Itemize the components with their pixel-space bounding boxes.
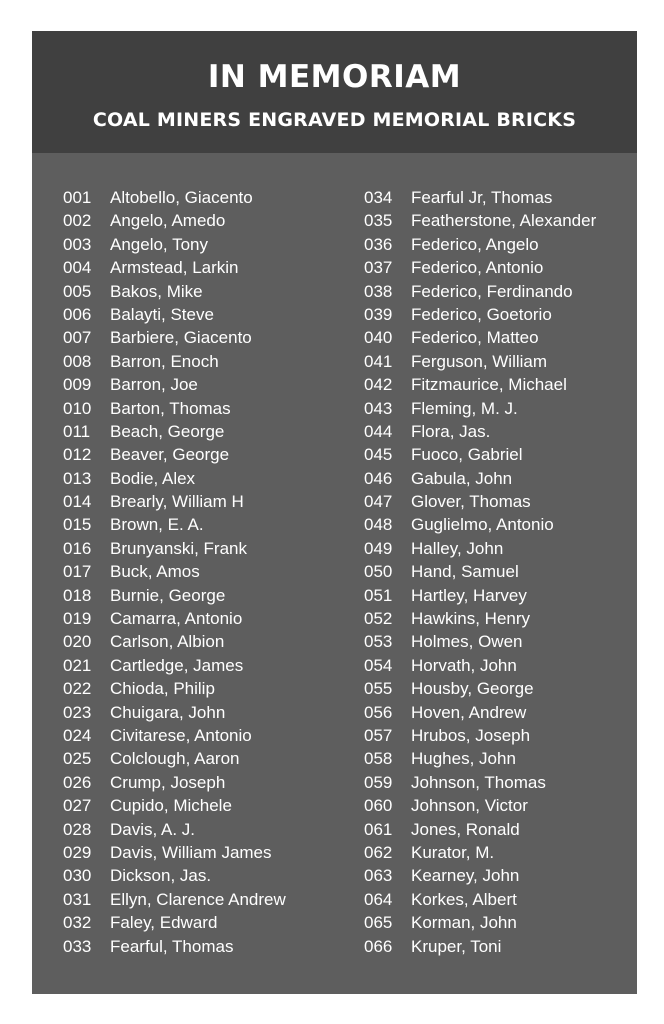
list-item (63, 537, 353, 560)
miner-name: Cartledge, James (110, 655, 244, 675)
brick-number: 005 (63, 281, 92, 301)
brick-number: 001 (63, 188, 92, 207)
list-item (364, 326, 634, 349)
list-item (63, 443, 353, 466)
list-item (63, 911, 353, 934)
list-item (364, 911, 634, 934)
miner-name: Hand, Samuel (411, 562, 519, 582)
miner-name: Johnson, Thomas (411, 772, 546, 792)
brick-number: 050 (364, 562, 393, 582)
list-item (63, 747, 353, 770)
list-item (63, 326, 353, 349)
list-item (63, 490, 353, 513)
miner-name: Chuigara, John (110, 702, 226, 722)
list-item (63, 186, 353, 209)
brick-number: 059 (364, 772, 393, 792)
list-item (364, 303, 634, 326)
miner-name: Camarra, Antonio (110, 609, 243, 629)
miner-name: Hoven, Andrew (411, 702, 527, 722)
brick-number: 014 (63, 492, 92, 512)
brick-number: 007 (63, 328, 92, 348)
miner-name: Bakos, Mike (110, 281, 203, 301)
list-item (63, 280, 353, 303)
miner-name: Featherstone, Alexander (411, 211, 597, 231)
miner-name: Barron, Joe (110, 375, 198, 395)
miner-name: Guglielmo, Antonio (411, 515, 554, 535)
brick-number: 065 (364, 913, 393, 933)
brick-number: 023 (63, 702, 92, 722)
miner-name: Brown, E. A. (110, 515, 204, 535)
miner-name: Cupido, Michele (110, 796, 232, 816)
brick-number: 048 (364, 515, 393, 535)
brick-number: 060 (364, 796, 393, 816)
miner-name: Brearly, William H (110, 492, 244, 512)
brick-number: 064 (364, 889, 393, 909)
list-item (63, 467, 353, 490)
brick-number: 004 (63, 258, 92, 278)
miner-name: Dickson, Jas. (110, 866, 212, 886)
brick-number: 030 (63, 866, 92, 886)
list-item (63, 794, 353, 817)
brick-number: 028 (63, 819, 92, 839)
list-item (63, 724, 353, 747)
brick-number: 026 (63, 772, 92, 792)
brick-number: 045 (364, 445, 393, 465)
list-item (364, 584, 634, 607)
brick-number: 020 (63, 632, 92, 652)
miner-name: Bodie, Alex (110, 468, 196, 488)
brick-number: 006 (63, 304, 92, 324)
list-item (364, 794, 634, 817)
miner-name: Kurator, M. (411, 842, 495, 862)
brick-number: 044 (364, 421, 393, 441)
list-item (364, 443, 634, 466)
miner-name: Kearney, John (411, 866, 520, 886)
list-item (63, 607, 353, 630)
brick-number: 022 (63, 679, 92, 699)
miner-name: Fuoco, Gabriel (411, 445, 523, 465)
miner-name: Flora, Jas. (411, 421, 491, 441)
list-item (63, 513, 353, 536)
brick-number: 053 (364, 632, 393, 652)
list-item (364, 677, 634, 700)
list-item (63, 397, 353, 420)
miner-name: Federico, Matteo (411, 328, 539, 348)
brick-number: 021 (63, 655, 92, 675)
miner-name: Balayti, Steve (110, 304, 214, 324)
brick-number: 043 (364, 398, 393, 418)
miner-name: Ferguson, William (411, 351, 548, 371)
list-item (364, 209, 634, 232)
miner-name: Armstead, Larkin (110, 258, 239, 278)
list-item (364, 724, 634, 747)
miner-name: Angelo, Tony (110, 234, 208, 254)
miner-name: Barron, Enoch (110, 351, 219, 371)
miner-name: Federico, Antonio (411, 258, 544, 278)
list-item (364, 607, 634, 630)
brick-number: 025 (63, 749, 92, 769)
list-item (364, 771, 634, 794)
miner-name: Holmes, Owen (411, 632, 523, 652)
miner-name: Hrubos, Joseph (411, 725, 531, 745)
list-item (63, 233, 353, 256)
list-item (63, 677, 353, 700)
list-item (63, 935, 353, 958)
list-item (364, 233, 634, 256)
miner-name: Angelo, Amedo (110, 211, 226, 231)
miner-name: Gabula, John (411, 468, 513, 488)
brick-number: 046 (364, 468, 393, 488)
brick-number: 011 (63, 421, 91, 441)
brick-number: 057 (364, 725, 393, 745)
miner-name: Crump, Joseph (110, 772, 226, 792)
brick-number: 017 (63, 562, 92, 582)
miner-name: Burnie, George (110, 585, 226, 605)
brick-number: 066 (364, 936, 393, 956)
list-item (364, 350, 634, 373)
miner-name: Federico, Goetorio (411, 304, 552, 324)
miner-name: Fearful Jr, Thomas (411, 188, 553, 207)
brick-number: 039 (364, 304, 393, 324)
list-item (63, 701, 353, 724)
list-item (364, 467, 634, 490)
miner-name: Civitarese, Antonio (110, 725, 252, 745)
brick-number: 008 (63, 351, 92, 371)
miner-name: Chioda, Philip (110, 679, 215, 699)
list-item (63, 771, 353, 794)
brick-number: 054 (364, 655, 393, 675)
brick-number: 041 (364, 351, 393, 371)
miner-name: Hartley, Harvey (411, 585, 527, 605)
list-item (364, 630, 634, 653)
list-item (63, 560, 353, 583)
brick-number: 018 (63, 585, 92, 605)
list-item (364, 537, 634, 560)
miner-name: Jones, Ronald (411, 819, 520, 839)
miner-name: Barton, Thomas (110, 398, 231, 418)
list-item (364, 186, 634, 209)
miner-name: Halley, John (411, 538, 504, 558)
list-item (63, 373, 353, 396)
list-item (364, 841, 634, 864)
brick-number: 013 (63, 468, 92, 488)
list-item (364, 397, 634, 420)
miner-name: Beach, George (110, 421, 225, 441)
brick-number: 056 (364, 702, 393, 722)
names-list-left (63, 186, 353, 958)
miner-name: Horvath, John (411, 655, 517, 675)
list-item (364, 818, 634, 841)
brick-number: 058 (364, 749, 393, 769)
list-item (364, 256, 634, 279)
brick-number: 003 (63, 234, 92, 254)
brick-number: 062 (364, 842, 393, 862)
brick-number: 063 (364, 866, 393, 886)
miner-name: Federico, Angelo (411, 234, 539, 254)
list-item (63, 584, 353, 607)
brick-number: 027 (63, 796, 92, 816)
brick-number: 034 (364, 188, 393, 207)
miner-name: Fearful, Thomas (110, 936, 234, 956)
list-item (364, 560, 634, 583)
list-item (364, 280, 634, 303)
list-item (63, 350, 353, 373)
brick-number: 036 (364, 234, 393, 254)
miner-name: Altobello, Giacento (110, 188, 253, 207)
brick-number: 052 (364, 609, 393, 629)
list-item (364, 888, 634, 911)
memorial-header (32, 31, 637, 153)
brick-number: 040 (364, 328, 393, 348)
list-item (63, 864, 353, 887)
miner-name: Federico, Ferdinando (411, 281, 573, 301)
list-item (364, 490, 634, 513)
names-list-right (364, 186, 634, 958)
list-item (364, 420, 634, 443)
list-item (63, 209, 353, 232)
miner-name: Fleming, M. J. (411, 398, 518, 418)
miner-name: Johnson, Victor (411, 796, 528, 816)
brick-number: 019 (63, 609, 92, 629)
brick-number: 029 (63, 842, 92, 862)
miner-name: Beaver, George (110, 445, 230, 465)
list-item (364, 513, 634, 536)
brick-number: 016 (63, 538, 92, 558)
list-item (364, 864, 634, 887)
list-item (63, 841, 353, 864)
brick-number: 038 (364, 281, 393, 301)
list-item (63, 256, 353, 279)
page-title: IN MEMORIAM (207, 59, 462, 95)
miner-name: Ellyn, Clarence Andrew (110, 889, 286, 909)
miner-name: Housby, George (411, 679, 534, 699)
miner-name: Korkes, Albert (411, 889, 517, 909)
brick-number: 061 (364, 819, 393, 839)
miner-name: Hughes, John (411, 749, 516, 769)
brick-number: 055 (364, 679, 393, 699)
list-item (63, 630, 353, 653)
list-item (63, 654, 353, 677)
page-subtitle: COAL MINERS ENGRAVED MEMORIAL BRICKS (92, 109, 577, 131)
brick-number: 035 (364, 211, 393, 231)
brick-number: 047 (364, 492, 393, 512)
memorial-panel (32, 31, 637, 994)
brick-number: 031 (63, 889, 92, 909)
list-item (63, 888, 353, 911)
list-item (63, 303, 353, 326)
brick-number: 033 (63, 936, 92, 956)
miner-name: Colclough, Aaron (110, 749, 240, 769)
list-item (63, 420, 353, 443)
miner-name: Barbiere, Giacento (110, 328, 252, 348)
brick-number: 049 (364, 538, 393, 558)
miner-name: Fitzmaurice, Michael (411, 375, 567, 395)
brick-number: 002 (63, 211, 92, 231)
miner-name: Faley, Edward (110, 913, 218, 933)
list-item (364, 654, 634, 677)
brick-number: 010 (63, 398, 92, 418)
miner-name: Carlson, Albion (110, 632, 225, 652)
list-item (364, 701, 634, 724)
brick-number: 009 (63, 375, 92, 395)
brick-number: 042 (364, 375, 393, 395)
brick-number: 024 (63, 725, 92, 745)
brick-number: 012 (63, 445, 92, 465)
miner-name: Davis, William James (110, 842, 272, 862)
list-item (364, 373, 634, 396)
brick-number: 037 (364, 258, 393, 278)
miner-name: Brunyanski, Frank (110, 538, 247, 558)
miner-name: Korman, John (411, 913, 517, 933)
miner-name: Kruper, Toni (411, 936, 502, 956)
list-item (364, 747, 634, 770)
brick-number: 051 (364, 585, 393, 605)
list-item (364, 935, 634, 958)
list-item (63, 818, 353, 841)
brick-number: 015 (63, 515, 92, 535)
miner-name: Hawkins, Henry (411, 609, 531, 629)
miner-name: Buck, Amos (110, 562, 200, 582)
miner-name: Glover, Thomas (411, 492, 531, 512)
miner-name: Davis, A. J. (110, 819, 196, 839)
brick-number: 032 (63, 913, 92, 933)
